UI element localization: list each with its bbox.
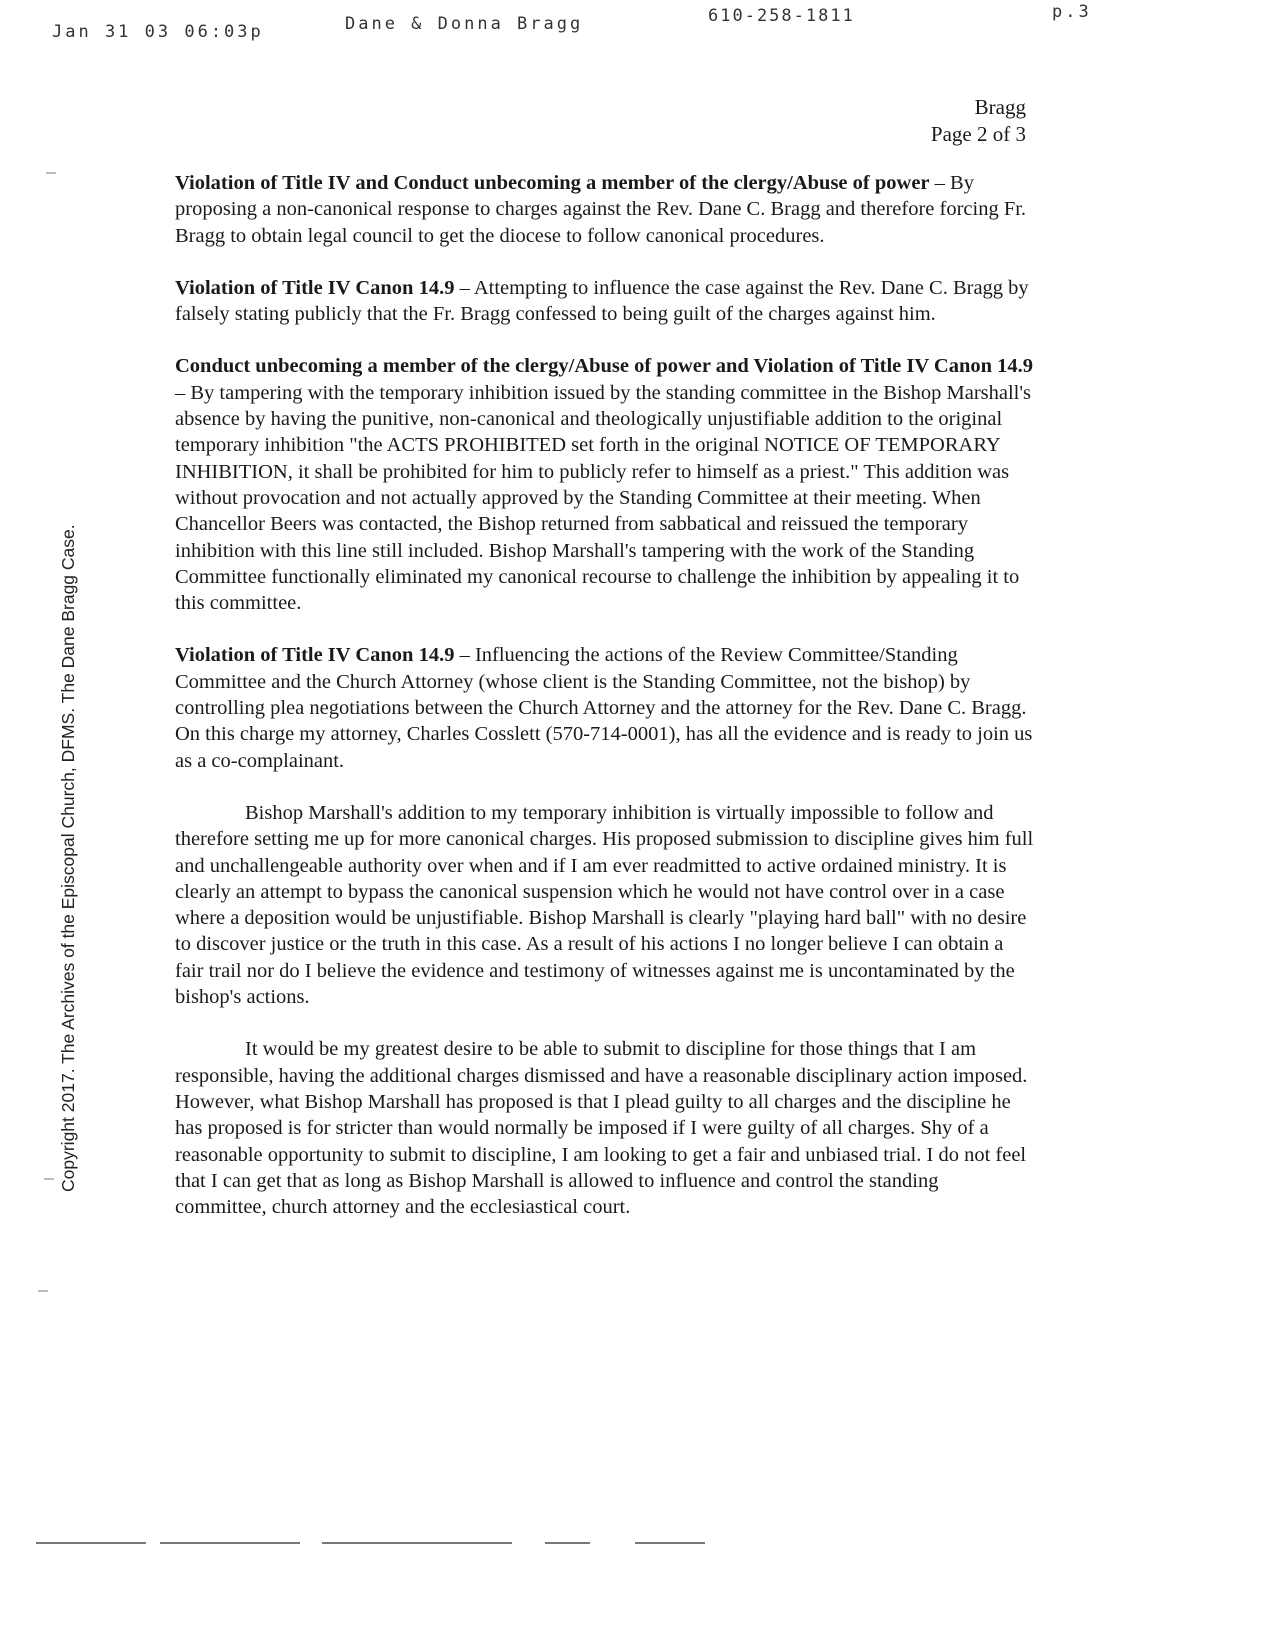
scan-dash bbox=[322, 1542, 512, 1544]
scan-dash bbox=[160, 1542, 300, 1544]
copyright-notice: Copyright 2017. The Archives of the Episcopal Church, DFMS. The Dane Bragg Case. bbox=[58, 524, 78, 1192]
paragraph bbox=[175, 275, 1035, 328]
fax-sender-name: Dane & Donna Bragg bbox=[345, 14, 584, 34]
paragraph bbox=[175, 353, 1035, 616]
paragraph-text: – Influencing the actions of the Review Committee/Standing Committee and the Church Attorney (whose client is the Standing Committee, not the bishop) by controlling plea negotiations between the Church Attorney and the attorney for the Rev. Dane C. Bragg. On this charge my attorney, Charles Cosslett (570-714-0001), has all the evidence and is ready to join us as a co-complainant. bbox=[175, 644, 1033, 772]
scan-dash bbox=[635, 1542, 705, 1544]
paragraph-text: It would be my greatest desire to be able to submit to discipline for those things that I am responsible, having the additional charges dismissed and have a reasonable disciplinary action imposed. However, what Bishop Marshall has proposed is that I plead guilty to all charges and the discipline he has proposed is for stricter than would normally be imposed if I were guilty of all charges. Shy of a reasonable opportunity to submit to discipline, I am looking to get a fair and unbiased trial. I do not feel that I can get that as long as Bishop Marshall is allowed to influence and control the standing committee, church attorney and the ecclesiastical court. bbox=[175, 1038, 1028, 1219]
paragraph bbox=[175, 170, 1035, 249]
scan-edge-mark bbox=[44, 1178, 54, 1180]
paragraph-text: Bishop Marshall's addition to my temporary inhibition is virtually impossible to follow and therefore setting me up for more canonical charges. His proposed submission to discipline gives him full and unchallengeable authority over when and if I am ever readmitted to active ordained ministry. It is clearly an attempt to bypass the canonical suspension which he would not have control over in a case where a deposition would be unjustifiable. Bishop Marshall is clearly "playing hard ball" with no desire to discover justice or the truth in this case. As a result of his actions I no longer believe I can obtain a fair trail nor do I believe the evidence and testimony of witnesses against me is uncontaminated by the bishop's actions. bbox=[175, 801, 1034, 1009]
charge-heading: Violation of Title IV Canon 14.9 bbox=[175, 644, 455, 667]
paragraph bbox=[175, 800, 1035, 1010]
scan-edge-mark bbox=[46, 172, 56, 174]
fax-page-number: p.3 bbox=[1052, 2, 1092, 22]
paragraph-text: – By proposing a non-canonical response to charges against the Rev. Dane C. Bragg and therefore forcing Fr. Bragg to obtain legal council to get the diocese to follow canonical procedures. bbox=[175, 172, 1027, 247]
charge-heading: Conduct unbecoming a member of the clergy/Abuse of power and Violation of Title IV Canon 14.9 bbox=[175, 355, 1034, 378]
scan-artifact-dashes bbox=[0, 1542, 1276, 1546]
charge-heading: Violation of Title IV and Conduct unbecoming a member of the clergy/Abuse of power bbox=[175, 172, 930, 194]
paragraph-text: – Attempting to influence the case against the Rev. Dane C. Bragg by falsely stating publicly that the Fr. Bragg confessed to being guilt of the charges against him. bbox=[175, 276, 1029, 326]
page-header-name: Bragg bbox=[974, 95, 1026, 119]
fax-phone: 610-258-1811 bbox=[708, 6, 855, 26]
page-header-page: Page 2 of 3 bbox=[930, 122, 1026, 146]
page-header bbox=[931, 94, 1026, 148]
scan-edge-mark bbox=[38, 1290, 48, 1292]
paragraph bbox=[175, 1036, 1035, 1220]
scan-dash bbox=[545, 1542, 590, 1544]
fax-date: Jan 31 03 06:03p bbox=[52, 22, 264, 42]
scan-dash bbox=[36, 1542, 146, 1544]
letter-body bbox=[175, 170, 1035, 1246]
paragraph-text: – By tampering with the temporary inhibition issued by the standing committee in the Bishop Marshall's absence by having the punitive, non-canonical and theologically unjustifiable addition to the original temporary inhibition "the ACTS PROHIBITED set forth in the original NOTICE OF TEMPORARY INHIBITION, it shall be prohibited for him to publicly refer to himself as a priest." This addition was without provocation and not actually approved by the Standing Committee at their meeting. When Chancellor Beers was contacted, the Bishop returned from sabbatical and reissued the temporary inhibition with this line still included. Bishop Marshall's tampering with the work of the Standing Committee functionally eliminated my canonical recourse to challenge the inhibition by appealing it to this committee. bbox=[175, 381, 1032, 615]
charge-heading: Violation of Title IV Canon 14.9 bbox=[175, 276, 455, 299]
paragraph bbox=[175, 642, 1035, 773]
